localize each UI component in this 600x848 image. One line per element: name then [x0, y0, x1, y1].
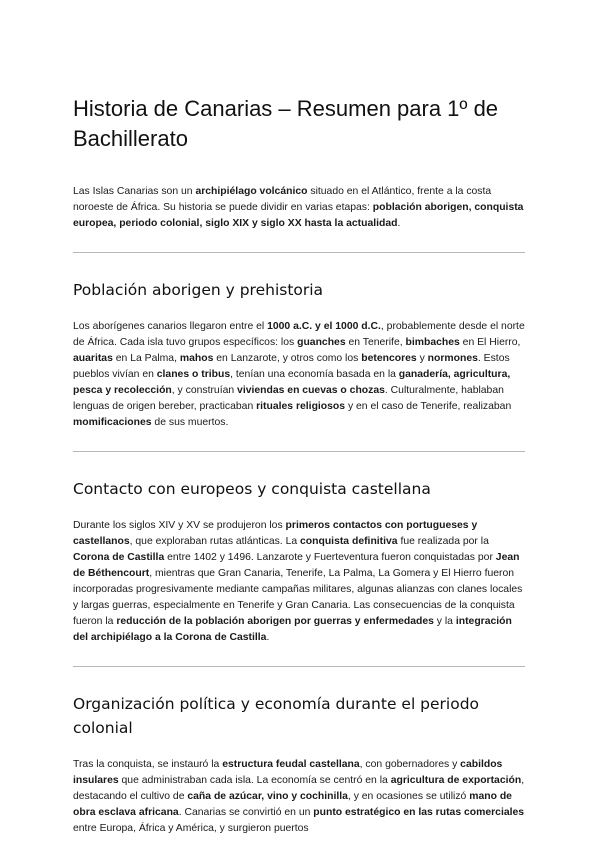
bold-text: cabildos insulares: [73, 759, 503, 786]
text-run: .: [397, 218, 401, 229]
bold-text: caña de azúcar, vino y cochinilla: [187, 791, 348, 802]
bold-text: archipiélago volcánico: [195, 186, 308, 197]
document-title: Historia de Canarias – Resumen para 1º de Bachillerato: [73, 96, 499, 151]
text-run: en La Palma,: [112, 353, 180, 364]
text-run: , destacando el cultivo de: [73, 775, 525, 802]
text-run: Las Islas Canarias son un: [73, 186, 196, 197]
bold-text: momificaciones: [73, 417, 152, 428]
bold-text: mahos: [179, 353, 214, 364]
bold-text: integración del archipiélago a la Corona de Castilla: [73, 616, 512, 643]
bold-text: rituales religiosos: [256, 401, 346, 412]
text-run: en Lanzarote, y otros como los: [213, 353, 362, 364]
text-run: y: [416, 353, 428, 364]
section-heading-conquista: Contacto con europeos y conquista castellana: [73, 480, 431, 498]
text-run: y la: [433, 616, 456, 627]
text-run: , tenían una economía basada en la: [230, 369, 399, 380]
text-run: . Culturalmente, hablaban lenguas de origen bereber, practicaban: [73, 385, 504, 412]
bold-text: reducción de la población aborigen por guerras y enfermedades: [116, 616, 434, 627]
text-run: , mientras que Gran Canaria, Tenerife, La Palma, La Gomera y El Hierro fueron incorporadas progresivamente mediante campañas militares, algunas alianzas con clanes locales y largas guerras, especialmente en Tenerife y Gran Canaria. Las consecuencias de la conquista fueron la: [73, 568, 523, 627]
text-run: , y construían: [171, 385, 238, 396]
bold-text: primeros contactos con portugueses y castellanos: [73, 520, 478, 547]
bold-text: guanches: [297, 337, 346, 348]
text-run: de sus muertos.: [151, 417, 229, 428]
section-divider: [73, 252, 525, 253]
section-heading-aborigen: Población aborigen y prehistoria: [73, 281, 324, 299]
bold-text: viviendas en cuevas o chozas: [237, 385, 385, 396]
text-run: que administraban cada isla. La economía se centró en la: [118, 775, 391, 786]
text-run: Los aborígenes canarios llegaron entre el: [73, 321, 268, 332]
bold-text: estructura feudal castellana: [222, 759, 360, 770]
bold-text: población aborigen, conquista europea, periodo colonial, siglo XIX y siglo XX hasta la actualidad: [73, 202, 524, 229]
section-divider: [73, 666, 525, 667]
bold-text: ganadería, agricultura, pesca y recolección: [73, 369, 511, 396]
bold-text: agricultura de exportación: [390, 775, 522, 786]
text-run: en El Hierro,: [459, 337, 521, 348]
section-paragraph-conquista: [73, 518, 527, 646]
bold-text: bimbaches: [405, 337, 460, 348]
bold-text: clanes o tribus: [156, 369, 231, 380]
text-run: fue realizada por la: [397, 536, 489, 547]
text-run: .: [266, 632, 270, 643]
text-run: , probablemente desde el norte de África. Cada isla tuvo grupos específicos: los: [73, 321, 525, 348]
section-heading-colonial: Organización política y economía durante el periodo colonial: [73, 695, 480, 737]
section-paragraph-aborigen: [73, 319, 527, 431]
text-run: , que exploraban rutas atlánticas. La: [129, 536, 301, 547]
bold-text: auaritas: [73, 353, 113, 364]
text-run: , y en ocasiones se utilizó: [347, 791, 470, 802]
text-run: Tras la conquista, se instauró la: [73, 759, 223, 770]
text-run: . Estos pueblos vivían en: [73, 353, 510, 380]
text-run: entre 1402 y 1496. Lanzarote y Fuerteventura fueron conquistadas por: [164, 552, 496, 563]
bold-text: conquista definitiva: [300, 536, 398, 547]
text-run: Durante los siglos XIV y XV se produjeron los: [73, 520, 286, 531]
text-run: y en el caso de Tenerife, realizaban: [345, 401, 512, 412]
bold-text: mano de obra esclava africana: [73, 791, 512, 818]
bold-text: punto estratégico en las rutas comerciales: [313, 807, 525, 818]
intro-paragraph: [73, 184, 527, 232]
text-run: entre Europa, África y América, y surgieron puertos: [73, 823, 309, 834]
bold-text: Corona de Castilla: [73, 552, 165, 563]
bold-text: 1000 a.C. y el 1000 d.C.: [267, 321, 381, 332]
text-run: situado en el Atlántico, frente a la costa noroeste de África. Su historia se puede dividir en varias etapas:: [73, 186, 492, 213]
section-divider: [73, 451, 525, 452]
section-paragraph-colonial: [73, 757, 527, 837]
text-run: . Canarias se convirtió en un: [178, 807, 314, 818]
bold-text: betencores: [361, 353, 417, 364]
text-run: en Tenerife,: [345, 337, 406, 348]
bold-text: Jean de Béthencourt: [73, 552, 520, 579]
text-run: , con gobernadores y: [359, 759, 461, 770]
bold-text: normones: [427, 353, 478, 364]
